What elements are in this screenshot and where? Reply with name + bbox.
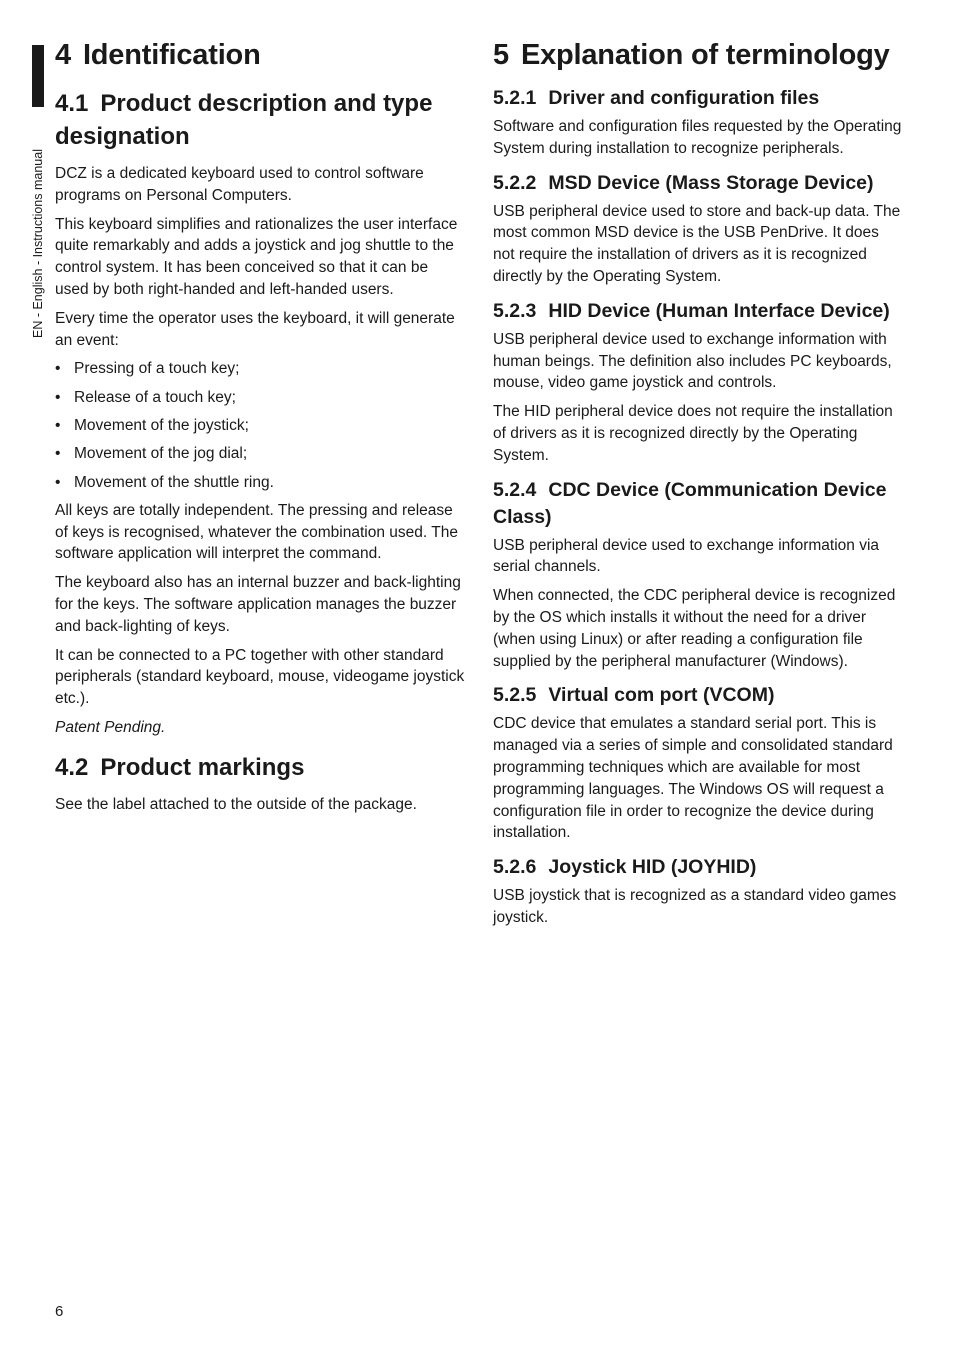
section-4-2-title: Product markings	[100, 753, 305, 781]
section-4-2-heading	[55, 751, 465, 784]
section-5-2-6-title: Joystick HID (JOYHID)	[548, 856, 757, 879]
section-5-2-1-number: 5.2.1	[493, 87, 537, 109]
list-item	[55, 358, 465, 380]
list-item	[55, 415, 465, 437]
bullet-icon: •	[55, 360, 61, 378]
section-5-title: Explanation of terminology	[520, 39, 890, 71]
section-5-2-2-number: 5.2.2	[493, 171, 537, 194]
section-5-2-4-title: CDC Device (Communication Device Class)	[493, 478, 887, 528]
section-5-2-4-number: 5.2.4	[493, 478, 537, 501]
paragraph: The keyboard also has an internal buzzer and back-lighting for the keys. The software application manages the buzzer and back-lighting of keys.	[55, 574, 461, 635]
list-item-text: Release of a touch key;	[74, 388, 236, 406]
list-item	[55, 472, 465, 494]
section-5-number: 5	[493, 39, 509, 71]
paragraph: Every time the operator uses the keyboard, it will generate an event:	[55, 309, 455, 349]
paragraph: It can be connected to a PC together with other standard peripherals (standard keyboard, mouse, videogame joystick etc.).	[55, 646, 465, 708]
paragraph: All keys are totally independent. The pressing and release of keys is recognised, whatever the combination used. The software application will interpret the command.	[55, 501, 458, 563]
left-column	[55, 36, 465, 823]
list-item-text: Movement of the joystick;	[74, 416, 249, 434]
event-list	[55, 358, 465, 493]
list-item	[55, 387, 465, 409]
right-column	[493, 36, 903, 936]
list-item-text: Pressing of a touch key;	[74, 360, 240, 378]
paragraph: See the label attached to the outside of the package.	[55, 795, 417, 813]
paragraph: USB peripheral device used to store and back-up data. The most common MSD device is the USB PenDrive. It does not require the installation of drivers as it is recognized directly by the Operating System.	[493, 202, 901, 285]
bullet-icon: •	[55, 388, 61, 406]
section-5-2-5-number: 5.2.5	[493, 684, 537, 707]
section-5-2-5-heading	[493, 682, 903, 709]
section-5-2-3-number: 5.2.3	[493, 299, 537, 322]
patent-note: Patent Pending.	[55, 719, 166, 737]
section-4-1-number: 4.1	[55, 90, 89, 117]
section-5-2-3-title: HID Device (Human Interface Device)	[548, 299, 890, 322]
section-5-2-3-heading	[493, 298, 903, 325]
paragraph: USB joystick that is recognized as a standard video games joystick.	[493, 887, 897, 926]
section-5-2-5-title: Virtual com port (VCOM)	[548, 684, 775, 707]
bullet-icon: •	[55, 416, 61, 434]
list-item-text: Movement of the jog dial;	[74, 445, 248, 463]
side-label: EN - English - Instructions manual	[31, 149, 45, 338]
section-5-2-2-heading	[493, 170, 903, 197]
section-5-2-1-title: Driver and configuration files	[548, 87, 820, 109]
section-4-2-number: 4.2	[55, 753, 89, 781]
paragraph: Software and configuration files requested by the Operating System during installation to recognize peripherals.	[493, 118, 902, 157]
section-5-2-6-heading	[493, 854, 903, 881]
paragraph: CDC device that emulates a standard serial port. This is managed via a series of simple and consolidated standard programming techniques which are available for most programming languages. The Windows OS will request a configuration file in order to recognize the device during installation.	[493, 715, 893, 842]
section-5-2-6-number: 5.2.6	[493, 856, 537, 879]
section-4-heading	[55, 36, 465, 75]
paragraph: USB peripheral device used to exchange information via serial channels.	[493, 536, 880, 576]
paragraph: When connected, the CDC peripheral device is recognized by the OS which installs it without the need for a driver (when using Linux) or after reading a configuration file supplied by the peripheral manufacturer (Windows).	[493, 587, 896, 670]
section-4-number: 4	[55, 39, 71, 71]
paragraph: DCZ is a dedicated keyboard used to control software programs on Personal Computers.	[55, 165, 424, 204]
section-4-1-title: Product description and type designation	[55, 90, 433, 150]
section-4-title: Identification	[82, 39, 261, 71]
list-item	[55, 443, 465, 465]
paragraph: This keyboard simplifies and rationalizes the user interface quite remarkably and adds a joystick and jog shuttle to the control system. It has been conceived so that it can be used by both right-handed and left-handed users.	[55, 215, 458, 298]
paragraph: USB peripheral device used to exchange information with human beings. The definition also includes PC keyboards, mouse, video game joystick and controls.	[493, 330, 892, 392]
section-4-1-heading	[55, 87, 465, 153]
bullet-icon: •	[55, 445, 61, 463]
list-item-text: Movement of the shuttle ring.	[74, 473, 274, 491]
section-5-2-4-heading	[493, 477, 903, 531]
section-5-heading	[493, 36, 903, 75]
bullet-icon: •	[55, 473, 61, 491]
section-5-2-1-heading	[493, 85, 903, 112]
section-5-2-2-title: MSD Device (Mass Storage Device)	[548, 171, 874, 194]
paragraph: The HID peripheral device does not require the installation of drivers as it is recognized directly by the Operating System.	[493, 403, 893, 464]
side-marker-bar	[32, 45, 44, 107]
page-number: 6	[55, 1303, 64, 1320]
